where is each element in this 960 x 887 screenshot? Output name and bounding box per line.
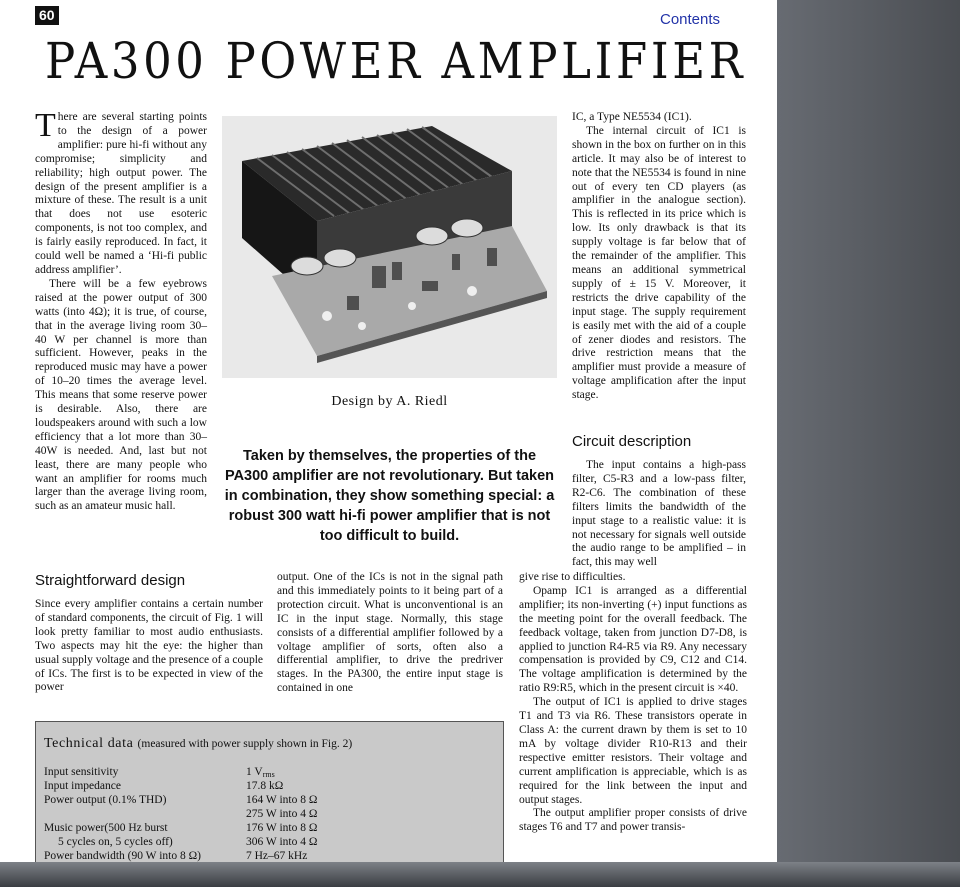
intro-text: Taken by themselves, the properties of the PA300 amplifier are not revolutionary. But taken in combination, they show something special: a robust 300 watt hi-fi power amplifier that is not too difficult to build.: [224, 448, 555, 544]
technical-data-title: [44, 736, 352, 752]
paragraph: Opamp IC1 is arranged as a differential amplifier; its non-inverting (+) input functions as the meeting point for the overall feedback. The feedback voltage, taken from junction D7-D8, is applied to junction R4-R5 via R9. Any necessary compensation is provided by C9, C12 and C14. The voltage amplification is determined by the ratio R9:R5, which in the present circuit is ×40.: [519, 584, 747, 695]
article-title: PA300 POWER AMPLIFIER: [45, 32, 747, 90]
section-heading-straightforward: Straightforward design: [35, 572, 186, 589]
lower-column-3: [519, 571, 747, 835]
technical-data-subtitle: (measured with power supply shown in Fig. 2): [137, 738, 353, 750]
paragraph: Since every amplifier contains a certain number of standard components, the circuit of Fig. 1 will look pretty familiar to most audio enthusiasts. Two aspects may hit the eye: the higher than usual supply voltage and the presence of a couple of ICs. The first is to be expected in view of the power: [35, 598, 264, 694]
paragraph: give rise to difficulties.: [519, 571, 626, 583]
photo-caption: Design by A. Riedl: [331, 394, 448, 409]
tech-value: 17.8 kΩ: [246, 780, 284, 792]
contents-link[interactable]: Contents: [660, 11, 721, 28]
column-3-top: [572, 111, 746, 403]
tech-label: 5 cycles on, 5 cycles off): [58, 836, 173, 848]
tech-value: 306 W into 4 Ω: [246, 836, 318, 848]
paragraph: IC, a Type NE5534 (IC1).: [572, 111, 692, 123]
tech-value: 164 W into 8 Ω: [246, 794, 318, 806]
paragraph: The internal circuit of IC1 is shown in the box on further on in this article. It may also be of interest to note that the NE5534 is found in nine out of every ten CD players (as amplifier in the analogue section). This is reflected in its price which is low. Its only drawback is that its supply voltage is far below that of the remainder of the amplifier. This means an additional symmetrical supply of ± 15 V. Moreover, it restricts the drive capability of the input stage. The supply requirement is easily met with the aid of a couple of zener diodes and resistors. The drive restriction means that the amplifier must provide a measure of voltage amplification after the input stage.: [572, 124, 746, 402]
tech-value: 275 W into 4 Ω: [246, 808, 318, 820]
tech-value-text: 1 V: [246, 766, 263, 778]
amplifier-photo: [222, 116, 557, 378]
tech-label: Input impedance: [44, 780, 121, 792]
tech-label: Power bandwidth (90 W into 8 Ω): [44, 850, 201, 862]
section-heading-circuit: Circuit description: [572, 433, 692, 450]
paragraph: The output of IC1 is applied to drive stages T1 and T3 via R6. These transistors operate in Class A: the current drawn by them is set to 10 mA by voltage divider R10-R13 and their respective emitter resistors. Their voltage and current amplification is appreciable, which is as required for the link between the input and output stages.: [519, 696, 747, 806]
column-1: [35, 107, 207, 514]
paragraph-text: here are several starting points to the design of a power amplifier: pure hi-fi without any compromise; simplicity and reliability; high output power. The design of the present amplifier is a mixture of these. The result is a unit that does not use esoteric components, is not too complex, and is fairly easily reproduced. In fact, it could well be named a ‘Hi-fi public address amplifier’.: [35, 111, 207, 276]
paragraph: output. One of the ICs is not in the signal path and this immediately points to it being part of a protection circuit. What is unconventional is an IC in the input stage. Normally, this stage consists of a differential amplifier followed by a voltage amplifier of sorts, often also a differential amplifier, to drive the predriver stages. In the PA300, the entire input stage is contained in one: [277, 571, 503, 695]
tech-label: Power output (0.1% THD): [44, 794, 167, 806]
lower-column-2: [277, 571, 503, 696]
tech-label: Music power(500 Hz burst: [44, 822, 168, 834]
drop-cap: T: [35, 107, 56, 144]
viewer-bottom-bar: [0, 862, 960, 887]
lower-column-1: [35, 598, 263, 695]
paragraph: The input contains a high-pass filter, C5-R3 and a low-pass filter, R2-C6. The combination of these filters limits the bandwidth of the input stage to a realistic value: it is not necessary for signals well outside the audio range to be amplified – in fact, this may well: [572, 459, 746, 569]
paragraph: The output amplifier proper consists of drive stages T6 and T7 and power transis-: [519, 807, 747, 834]
tech-value: 176 W into 8 Ω: [246, 822, 318, 834]
paragraph: There will be a few eyebrows raised at the power output of 300 watts (into 4Ω); it is true, of course, that in the average living room 30–40 W per channel is more than sufficient. However, peaks in the reproduced music may have a power of 10–20 times the average level. This means that some reserve power is desirable. Also, there are loudspeakers around with such a low efficiency that a lot more than 30–40W is needed. And, last but not least, there are many people who want an amplifier for rooms much larger than the average living room, such as an amateur music hall.: [35, 277, 207, 513]
technical-data-title-text: Technical data: [44, 736, 134, 751]
tech-label: Input sensitivity: [44, 766, 119, 778]
column-3-circuit: [572, 459, 746, 570]
paragraph: [35, 107, 207, 278]
tech-value-subscript: rms: [262, 770, 275, 779]
tech-value: 7 Hz–67 kHz: [246, 850, 308, 862]
amplifier-photo-image: [222, 116, 557, 378]
page-number: 60: [35, 6, 59, 25]
